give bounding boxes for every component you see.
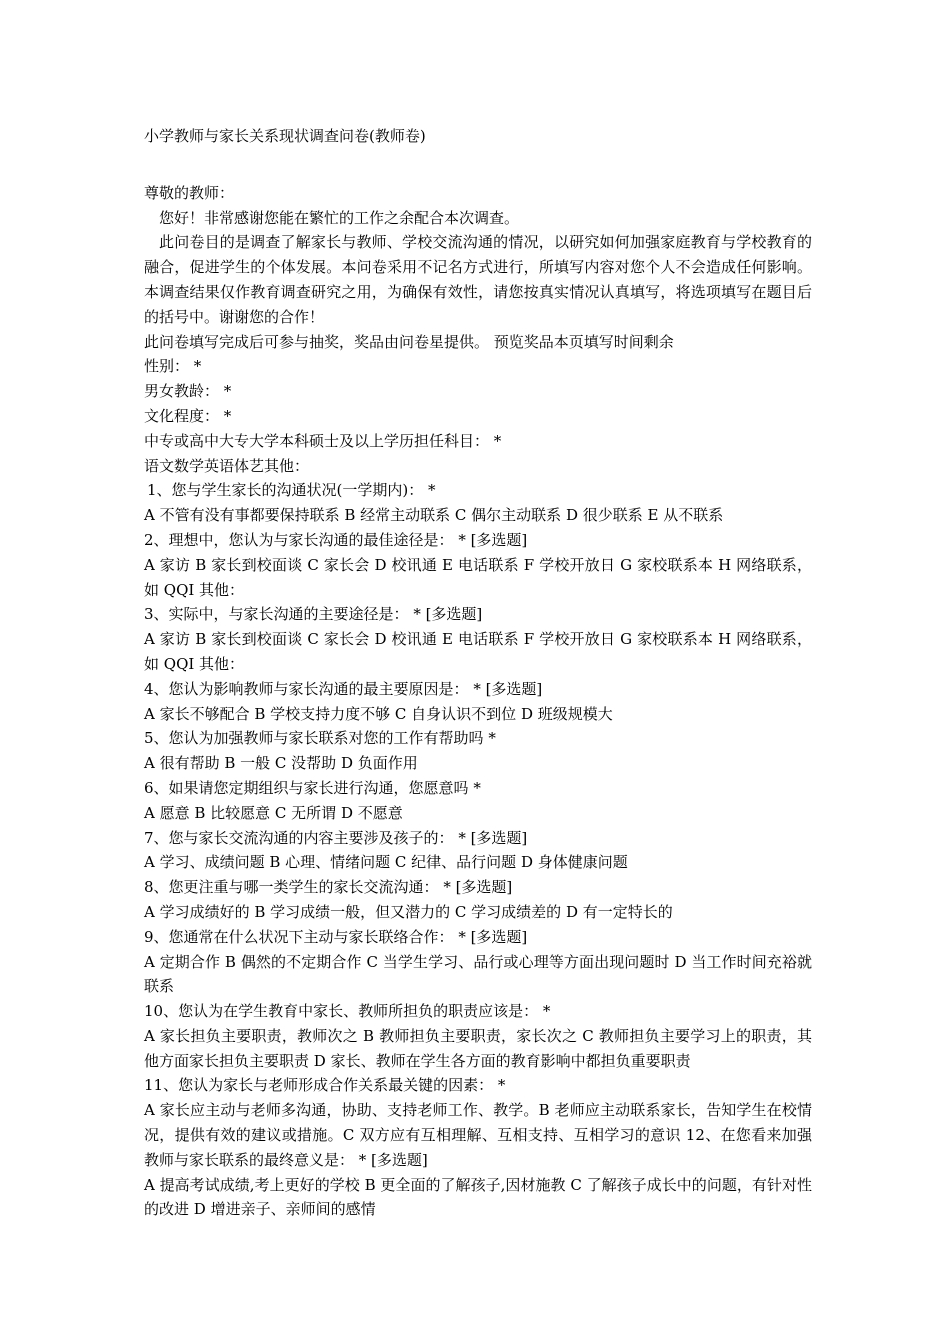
document-title: 小学教师与家长关系现状调查问卷(教师卷) [144,127,426,145]
field-education: 文化程度： * [144,406,232,425]
field-teaching-years: 男女教龄： * [144,382,232,401]
answer-11-question-12: A 家长应主动与老师多沟通，协助、支持老师工作、教学。B 老师应主动联系家长，告知学生在校情况，提供有效的建议或措施。C 双方应有互相理解、互相支持、互相学习的意识 12、在您看来加强教师与家长联系的最终意义是： * [多选题] [144,1101,812,1169]
answer-10: A 家长担负主要职责，教师次之 B 教师担负主要职责，家长次之 C 教师担负主要学习上的职责，其他方面家长担负主要职责 D 家长、教师在学生各方面的教育影响中都担负重要职责 [144,1026,812,1070]
question-10: 10、您认为在学生教育中家长、教师所担负的职责应该是： * [144,1002,551,1021]
field-subject: 中专或高中大专大学本科硕士及以上学历担任科目： * [144,431,502,450]
answer-12: A 提高考试成绩,考上更好的学校 B 更全面的了解孩子,因材施教 C 了解孩子成长中的问题，有针对性的改进 D 增进亲子、亲师间的感情 [144,1175,812,1219]
question-6: 6、如果请您定期组织与家长进行沟通，您愿意吗 * [144,778,481,797]
answer-7: A 学习、成绩问题 B 心理、情绪问题 C 纪律、品行问题 D 身体健康问题 [144,853,628,872]
question-8: 8、您更注重与哪一类学生的家长交流沟通： * [多选题] [144,878,513,897]
answer-6: A 愿意 B 比较愿意 C 无所谓 D 不愿意 [144,803,403,822]
answer-2: A 家访 B 家长到校面谈 C 家长会 D 校讯通 E 电话联系 F 学校开放日 G 家校联系本 H 网络联系，如 QQI 其他： [144,555,812,599]
question-11: 11、您认为家长与老师形成合作关系最关键的因素： * [144,1076,506,1095]
subject-options: 语文数学英语体艺其他： [144,456,310,475]
answer-8: A 学习成绩好的 B 学习成绩一般，但又潜力的 C 学习成绩差的 D 有一定特长的 [144,902,673,921]
intro-purpose: 此问卷目的是调查了解家长与教师、学校交流沟通的情况，以研究如何加强家庭教育与学校教育的融合，促进学生的个体发展。本问卷采用不记名方式进行，所填写内容对您个人不会造成任何影响。本调查结果仅作教育调查研究之用，为确保有效性，请您按真实情况认真填写，将选项填写在题目后的括号中。谢谢您的合作！ [144,233,812,326]
question-2: 2、理想中，您认为与家长沟通的最佳途径是： * [多选题] [144,530,528,549]
question-4: 4、您认为影响教师与家长沟通的最主要原因是： * [多选题] [144,679,543,698]
question-1: 1、您与学生家长的沟通状况(一学期内)： * [147,481,436,500]
answer-5: A 很有帮助 B 一般 C 没帮助 D 负面作用 [144,754,418,773]
intro-thanks: 您好！非常感谢您能在繁忙的工作之余配合本次调查。 [159,208,520,227]
field-gender: 性别： * [144,357,202,376]
answer-9: A 定期合作 B 偶然的不定期合作 C 当学生学习、品行或心理等方面出现问题时 D 当工作时间充裕就联系 [144,952,812,996]
greeting: 尊敬的教师： [144,183,235,202]
document-body [144,124,812,1222]
answer-1: A 不管有没有事都要保持联系 B 经常主动联系 C 偶尔主动联系 D 很少联系 E 从不联系 [144,506,724,525]
question-3: 3、实际中，与家长沟通的主要途径是： * [多选题] [144,605,483,624]
question-7: 7、您与家长交流沟通的内容主要涉及孩子的： * [多选题] [144,828,528,847]
answer-4: A 家长不够配合 B 学校支持力度不够 C 自身认识不到位 D 班级规模大 [144,704,613,723]
lottery-note: 此问卷填写完成后可参与抽奖，奖品由问卷星提供。 预览奖品本页填写时间剩余 [144,332,674,351]
answer-3: A 家访 B 家长到校面谈 C 家长会 D 校讯通 E 电话联系 F 学校开放日 G 家校联系本 H 网络联系，如 QQI 其他： [144,630,812,673]
question-5: 5、您认为加强教师与家长联系对您的工作有帮助吗 * [144,729,496,748]
question-9: 9、您通常在什么状况下主动与家长联络合作： * [多选题] [144,927,528,946]
